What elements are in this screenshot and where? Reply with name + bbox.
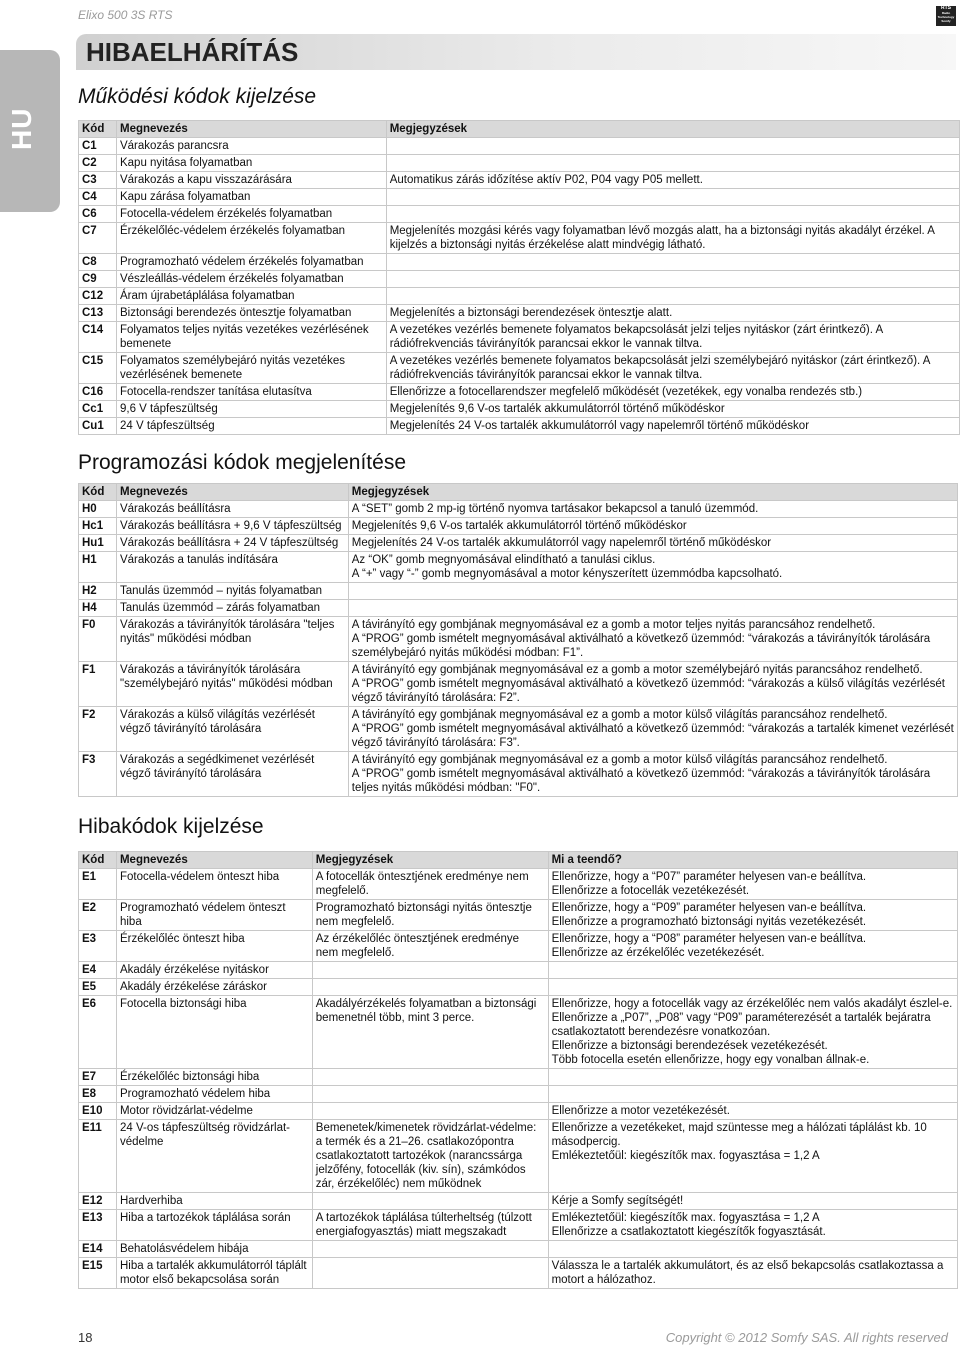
table-cell: F3 xyxy=(79,752,117,797)
table-cell: C12 xyxy=(79,288,117,305)
table-cell: H2 xyxy=(79,583,117,600)
table-row xyxy=(79,869,958,900)
table-cell: E1 xyxy=(79,869,117,900)
table-cell: E8 xyxy=(79,1086,117,1103)
table-row xyxy=(79,552,958,583)
table-cell xyxy=(312,1069,548,1086)
table-cell xyxy=(312,1258,548,1289)
table-row xyxy=(79,288,960,305)
table-cell: Várakozás beállításra xyxy=(116,501,348,518)
table-row xyxy=(79,305,960,322)
table-cell: Cc1 xyxy=(79,401,117,418)
table-cell: A tartozékok táplálása túlterheltség (túlzott energiafogyasztás) miatt megszakadt xyxy=(312,1210,548,1241)
header-action: Mi a teendő? xyxy=(548,852,957,869)
table-cell: E14 xyxy=(79,1241,117,1258)
table-row xyxy=(79,1069,958,1086)
table-row xyxy=(79,206,960,223)
table-row xyxy=(79,418,960,435)
table-row xyxy=(79,662,958,707)
table-cell: A “SET” gomb 2 mp-ig történő nyomva tartásakor bekapcsol a tanuló üzemmód. xyxy=(348,501,957,518)
table-cell: Megjelenítés 9,6 V-os tartalék akkumulátorról történő működéskor xyxy=(386,401,959,418)
table-cell: 9,6 V tápfeszültség xyxy=(116,401,386,418)
table-cell: Érzékelőléc önteszt hiba xyxy=(116,931,312,962)
header-name: Megnevezés xyxy=(116,121,386,138)
table-row xyxy=(79,353,960,384)
header-code: Kód xyxy=(79,121,117,138)
table-cell: E6 xyxy=(79,996,117,1069)
table-cell xyxy=(548,962,957,979)
table-row xyxy=(79,583,958,600)
table-row xyxy=(79,1241,958,1258)
table-row xyxy=(79,1086,958,1103)
table-cell: Megjelenítés 9,6 V-os tartalék akkumulátorról történő működéskor xyxy=(348,518,957,535)
table-cell xyxy=(312,1241,548,1258)
table-cell: Bemenetek/kimenetek rövidzárlat-védelme: a termék és a 21–26. csatlakozópontra csatlakoztatott tartozékok (narancssárga jelzőfény, fotocellák (kiv. sín), számkódos zár, érzékelőléc) nem működnek xyxy=(312,1120,548,1193)
table-header-row xyxy=(79,852,958,869)
table-row xyxy=(79,518,958,535)
table-cell: Emlékeztetőül: kiegészítők max. fogyasztása = 1,2 A Ellenőrizze a csatlakoztatott kiegészítők fogyasztását. xyxy=(548,1210,957,1241)
table-row xyxy=(79,707,958,752)
table-row xyxy=(79,271,960,288)
table-cell: Fotocella-rendszer tanítása elutasítva xyxy=(116,384,386,401)
table-cell: Várakozás beállításra + 9,6 V tápfeszültség xyxy=(116,518,348,535)
operation-codes-table xyxy=(78,120,960,435)
table-cell: Ellenőrizze, hogy a “P08” paraméter helyesen van-e beállítva. Ellenőrizze az érzékelőléc vezetékezését. xyxy=(548,931,957,962)
table-cell: F0 xyxy=(79,617,117,662)
table-cell xyxy=(548,1086,957,1103)
table-cell: A távirányító egy gombjának megnyomásával ez a gomb a motor külső világítás parancsához rendelhető. A “PROG” gomb ismételt megnyomásával aktiválható a következő üzemmód: “várakozás a távirányítók tárolására teljes nyitás működési módban: "F0". xyxy=(348,752,957,797)
table-row xyxy=(79,189,960,206)
table-cell: Fotocella-védelem érzékelés folyamatban xyxy=(116,206,386,223)
table-cell: Ellenőrizze a motor vezetékezését. xyxy=(548,1103,957,1120)
table-cell: Várakozás beállításra + 24 V tápfeszültség xyxy=(116,535,348,552)
table-cell xyxy=(386,155,959,172)
table-cell: Kérje a Somfy segítségét! xyxy=(548,1193,957,1210)
page-number: 18 xyxy=(78,1330,93,1345)
table-cell: C14 xyxy=(79,322,117,353)
table-cell: Folyamatos teljes nyitás vezetékes vezérlésének bemenete xyxy=(116,322,386,353)
section-title-operation-codes: Működési kódok kijelzése xyxy=(78,85,317,108)
table-cell: Ellenőrizze, hogy a “P07” paraméter helyesen van-e beállítva. Ellenőrizze a fotocellák vezetékezését. xyxy=(548,869,957,900)
section-title-programming-codes: Programozási kódok megjelenítése xyxy=(78,451,407,474)
table-cell: Hardverhiba xyxy=(116,1193,312,1210)
table-cell: A vezetékes vezérlés bemenete folyamatos bekapcsolását jelzi teljes nyitáskor (zárt érintkező). A rádiófrekvenciás távirányítók parancsai ekkor le vannak tiltva. xyxy=(386,322,959,353)
table-cell: Megjelenítés 24 V-os tartalék akkumulátorról vagy napelemről történő működéskor xyxy=(386,418,959,435)
table-cell: Megjelenítés 24 V-os tartalék akkumulátorról vagy napelemről történő működéskor xyxy=(348,535,957,552)
table-row xyxy=(79,254,960,271)
table-header-row xyxy=(79,484,958,501)
table-header-row xyxy=(79,121,960,138)
table-row xyxy=(79,322,960,353)
table-cell: Várakozás parancsra xyxy=(116,138,386,155)
table-cell xyxy=(386,288,959,305)
table-row xyxy=(79,752,958,797)
table-cell: C13 xyxy=(79,305,117,322)
table-row xyxy=(79,1210,958,1241)
header-code: Kód xyxy=(79,484,117,501)
table-cell xyxy=(312,962,548,979)
table-cell: Várakozás a tanulás indítására xyxy=(116,552,348,583)
table-cell: E4 xyxy=(79,962,117,979)
table-cell: C1 xyxy=(79,138,117,155)
table-cell: E15 xyxy=(79,1258,117,1289)
table-cell: E2 xyxy=(79,900,117,931)
table-cell xyxy=(386,206,959,223)
table-row xyxy=(79,223,960,254)
table-cell: Várakozás a külső világítás vezérlését végző távirányító tárolására xyxy=(116,707,348,752)
table-row xyxy=(79,501,958,518)
table-cell: A távirányító egy gombjának megnyomásával ez a gomb a motor személybejáró nyitás parancsához rendelhető. A “PROG” gomb ismételt megnyomásával aktiválható a következő üzemmód: “várakozás a külső világítás vezérlését végző távirányító tárolására: F2”. xyxy=(348,662,957,707)
table-cell: Akadály érzékelése záráskor xyxy=(116,979,312,996)
table-cell xyxy=(548,979,957,996)
table-cell: Ellenőrizze a fotocellarendszer megfelelő működését (vezetékek, egy vonalba rendezés stb.) xyxy=(386,384,959,401)
table-cell: Érzékelőléc-védelem érzékelés folyamatban xyxy=(116,223,386,254)
table-cell: Motor rövidzárlat-védelme xyxy=(116,1103,312,1120)
table-row xyxy=(79,138,960,155)
table-cell xyxy=(386,271,959,288)
table-cell: Válassza le a tartalék akkumulátort, és az első bekapcsolás csatlakoztassa a motort a hálózathoz. xyxy=(548,1258,957,1289)
table-row xyxy=(79,384,960,401)
table-cell: Programozható biztonsági nyitás öntesztje nem megfelelő. xyxy=(312,900,548,931)
table-cell: Folyamatos személybejáró nyitás vezetékes vezérlésének bemenete xyxy=(116,353,386,384)
table-row xyxy=(79,617,958,662)
table-cell: Megjelenítés a biztonsági berendezések öntesztje alatt. xyxy=(386,305,959,322)
table-cell: E10 xyxy=(79,1103,117,1120)
table-row xyxy=(79,900,958,931)
table-row xyxy=(79,1193,958,1210)
table-cell: C3 xyxy=(79,172,117,189)
table-cell: F1 xyxy=(79,662,117,707)
header-name: Megnevezés xyxy=(116,852,312,869)
header-name: Megnevezés xyxy=(116,484,348,501)
table-cell: Programozható védelem önteszt hiba xyxy=(116,900,312,931)
table-row xyxy=(79,931,958,962)
table-cell: Ellenőrizze, hogy a fotocellák vagy az érzékelőléc nem valós akadályt észlel-e. Ellenőrizze a „P07”, „P08” vagy “P09” paraméterezését a tartalék bejáratra csatlakoztatott berendezésre vonatkozóan. Ellenőrizze a biztonsági berendezések vezetékezését. Több fotocella esetén ellenőrizze, hogy egy vonalban állnak-e. xyxy=(548,996,957,1069)
table-cell: Várakozás a távirányítók tárolására "személybejáró nyitás" működési módban xyxy=(116,662,348,707)
table-row xyxy=(79,172,960,189)
table-cell xyxy=(386,138,959,155)
table-cell: Ellenőrizze, hogy a “P09” paraméter helyesen van-e beállítva. Ellenőrizze a programozható biztonsági nyitás vezetékezését. xyxy=(548,900,957,931)
table-cell: Biztonsági berendezés öntesztje folyamatban xyxy=(116,305,386,322)
table-cell: Várakozás a kapu visszazárására xyxy=(116,172,386,189)
error-codes-table xyxy=(78,851,958,1289)
section-title-error-codes: Hibakódok kijelzése xyxy=(78,815,264,838)
table-row xyxy=(79,401,960,418)
table-cell: E13 xyxy=(79,1210,117,1241)
table-cell xyxy=(386,189,959,206)
table-cell: Hiba a tartalék akkumulátorról táplált motor első bekapcsolása során xyxy=(116,1258,312,1289)
table-cell xyxy=(548,1241,957,1258)
table-cell: Várakozás a segédkimenet vezérlését végző távirányító tárolására xyxy=(116,752,348,797)
table-row xyxy=(79,155,960,172)
table-cell: H4 xyxy=(79,600,117,617)
table-cell: Az “OK” gomb megnyomásával elindítható a tanulási ciklus. A “+” vagy “-” gomb megnyomásával a motor kényszerített üzemmódba kapcsolható. xyxy=(348,552,957,583)
programming-codes-table xyxy=(78,483,958,797)
table-cell: Az érzékelőléc öntesztjének eredménye nem megfelelő. xyxy=(312,931,548,962)
table-cell xyxy=(348,583,957,600)
table-cell: Tanulás üzemmód – zárás folyamatban xyxy=(116,600,348,617)
table-cell: Áram újrabetáplálása folyamatban xyxy=(116,288,386,305)
header-code: Kód xyxy=(79,852,117,869)
table-cell: C7 xyxy=(79,223,117,254)
table-cell: Fotocella-védelem önteszt hiba xyxy=(116,869,312,900)
table-cell: Fotocella biztonsági hiba xyxy=(116,996,312,1069)
table-cell: H1 xyxy=(79,552,117,583)
table-cell: E3 xyxy=(79,931,117,962)
table-row xyxy=(79,535,958,552)
table-cell: A távirányító egy gombjának megnyomásával ez a gomb a motor külső világítás parancsához rendelhető. A “PROG” gomb ismételt megnyomásával aktiválható a következő üzemmód: “várakozás a tartalék kimenet vezérlését végző távirányító tárolására: F3”. xyxy=(348,707,957,752)
table-cell: Tanulás üzemmód – nyitás folyamatban xyxy=(116,583,348,600)
table-row xyxy=(79,600,958,617)
table-cell: Programozható védelem érzékelés folyamatban xyxy=(116,254,386,271)
table-cell: Automatikus zárás időzítése aktív P02, P04 vagy P05 mellett. xyxy=(386,172,959,189)
table-row xyxy=(79,962,958,979)
language-tab: HU xyxy=(0,50,60,212)
table-cell xyxy=(312,1086,548,1103)
table-row xyxy=(79,1103,958,1120)
table-cell xyxy=(312,1103,548,1120)
table-cell: C8 xyxy=(79,254,117,271)
table-cell xyxy=(348,600,957,617)
table-cell: H0 xyxy=(79,501,117,518)
table-cell: Kapu zárása folyamatban xyxy=(116,189,386,206)
document-title: Elixo 500 3S RTS xyxy=(78,8,173,22)
page-header-bar xyxy=(76,34,956,70)
table-cell xyxy=(548,1069,957,1086)
table-cell: A fotocellák öntesztjének eredménye nem megfelelő. xyxy=(312,869,548,900)
table-cell: C9 xyxy=(79,271,117,288)
table-cell: E12 xyxy=(79,1193,117,1210)
table-cell: A távirányító egy gombjának megnyomásával ez a gomb a motor teljes nyitás parancsához rendelhető. A “PROG” gomb ismételt megnyomásával aktiválható a következő üzemmód: “várakozás a távirányítók tárolására személybejáró nyitás működési módban: F1”. xyxy=(348,617,957,662)
table-cell: Érzékelőléc biztonsági hiba xyxy=(116,1069,312,1086)
table-cell: 24 V-os tápfeszültség rövidzárlat-védelme xyxy=(116,1120,312,1193)
table-cell: Megjelenítés mozgási kérés vagy folyamatban lévő mozgás alatt, ha a biztonsági nyitás akadályt érzékel. A kijelzés a biztonsági nyitás érzékelése alatt mindvégig látható. xyxy=(386,223,959,254)
copyright-notice: Copyright © 2012 Somfy SAS. All rights reserved xyxy=(665,1330,948,1345)
table-cell: C16 xyxy=(79,384,117,401)
table-row xyxy=(79,1258,958,1289)
header-notes: Megjegyzések xyxy=(312,852,548,869)
table-cell: C6 xyxy=(79,206,117,223)
header-notes: Megjegyzések xyxy=(386,121,959,138)
table-row xyxy=(79,996,958,1069)
header-notes: Megjegyzések xyxy=(348,484,957,501)
table-cell: Hu1 xyxy=(79,535,117,552)
table-cell: Akadályérzékelés folyamatban a biztonsági bemenetnél több, mint 3 perce. xyxy=(312,996,548,1069)
table-cell: Hiba a tartozékok táplálása során xyxy=(116,1210,312,1241)
table-cell xyxy=(386,254,959,271)
table-cell: Várakozás a távirányítók tárolására "teljes nyitás" működési módban xyxy=(116,617,348,662)
table-row xyxy=(79,979,958,996)
table-cell: C2 xyxy=(79,155,117,172)
table-cell: E5 xyxy=(79,979,117,996)
table-cell: Vészleállás-védelem érzékelés folyamatban xyxy=(116,271,386,288)
table-cell: Programozható védelem hiba xyxy=(116,1086,312,1103)
table-cell: C4 xyxy=(79,189,117,206)
table-cell: Cu1 xyxy=(79,418,117,435)
table-cell xyxy=(312,979,548,996)
table-cell: Akadály érzékelése nyitáskor xyxy=(116,962,312,979)
table-cell: Behatolásvédelem hibája xyxy=(116,1241,312,1258)
table-cell: E7 xyxy=(79,1069,117,1086)
rts-logo: RTS Radio Technology Somfy xyxy=(936,6,956,26)
table-cell: C15 xyxy=(79,353,117,384)
table-cell: E11 xyxy=(79,1120,117,1193)
table-cell: F2 xyxy=(79,707,117,752)
table-cell: Kapu nyitása folyamatban xyxy=(116,155,386,172)
page-heading: HIBAELHÁRÍTÁS xyxy=(86,37,299,67)
table-cell: Hc1 xyxy=(79,518,117,535)
table-cell: 24 V tápfeszültség xyxy=(116,418,386,435)
table-cell: Ellenőrizze a vezetékeket, majd szüntesse meg a hálózati táplálást kb. 10 másodpercig. Emlékeztetőül: kiegészítők max. fogyasztása = 1,2 A xyxy=(548,1120,957,1193)
table-row xyxy=(79,1120,958,1193)
table-cell: A vezetékes vezérlés bemenete folyamatos bekapcsolását jelzi személybejáró nyitáskor (zárt érintkező). A rádiófrekvenciás távirányítók parancsai ekkor le vannak tiltva. xyxy=(386,353,959,384)
table-cell xyxy=(312,1193,548,1210)
